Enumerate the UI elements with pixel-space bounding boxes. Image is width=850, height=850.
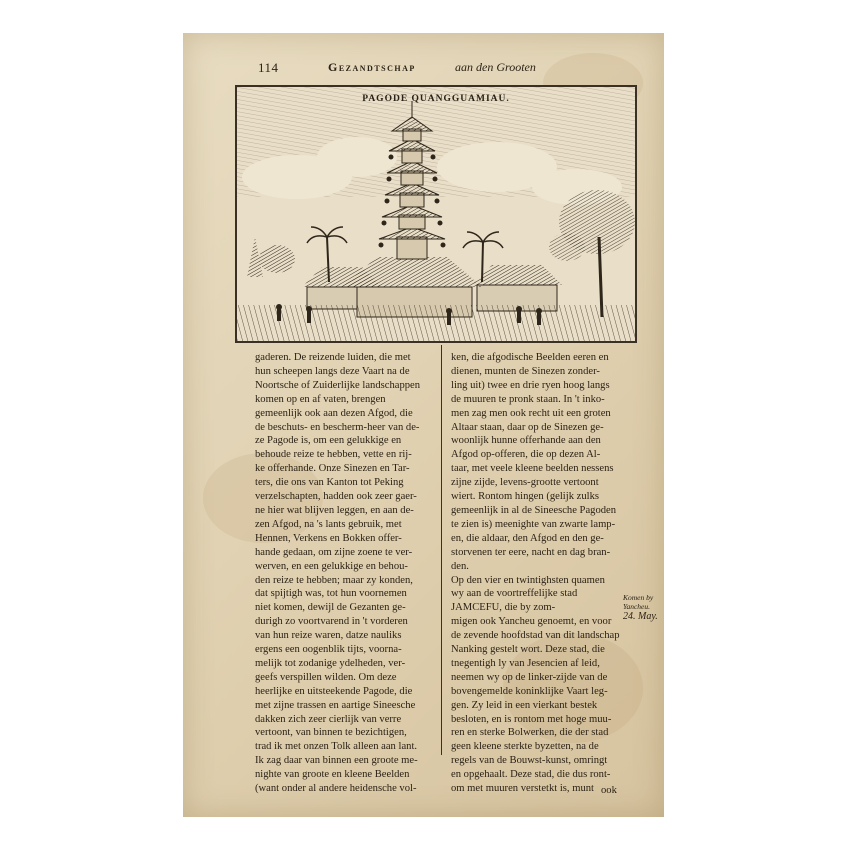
text-line: men zag men ook recht uit een groten	[451, 407, 611, 419]
text-line: ke offerhande. Onze Sinezen en Tar-	[255, 463, 410, 475]
text-line: Ik zag daar van binnen een groote me-	[255, 755, 418, 767]
text-line: vertoont, van binnen te bezichtigen,	[255, 727, 407, 739]
margin-note	[623, 593, 653, 611]
margin-note-line: Komen by	[623, 593, 654, 602]
page-header	[183, 60, 664, 78]
text-line: wy aan de voortreffelijke stad	[451, 588, 578, 600]
catchword: ook	[601, 785, 617, 796]
text-line: heerlijke en uitsteekende Pagode, die	[255, 685, 413, 697]
text-line: zijne zijde, levens-grootte vertoont	[451, 477, 599, 489]
text-line: bovengemelde koninklijke Vaart leg-	[451, 685, 608, 697]
text-line: migen ook Yancheu genoemt, en voor	[451, 616, 612, 628]
text-line: gen. Zy leid in een vierkant bestek	[451, 699, 598, 711]
text-line: behoude reize te hebben, vette en rij-	[255, 449, 412, 461]
text-line: en, die aldaar, den Afgod en den ge-	[451, 532, 604, 544]
text-line: te zien is) meenighte van zwarte lamp-	[451, 518, 616, 530]
text-line: gemeenlijk in al de Sineesche Pagoden	[451, 504, 617, 516]
text-line: besloten, en is rontom met hoge muu-	[451, 713, 612, 725]
text-line: nighte van groote en kleene Beelden	[255, 769, 410, 781]
book-page	[183, 33, 664, 817]
text-line: wiert. Rontom hingen (gelijk zulks	[451, 491, 599, 503]
text-line: ters, die ons van Kanton tot Peking	[255, 477, 404, 489]
text-line: regels van de Bouwst-kunst, omringt	[451, 755, 608, 767]
text-line: Op den vier en twintighsten quamen	[451, 574, 605, 586]
text-line: hun scheepen langs deze Vaart na de	[255, 365, 410, 377]
margin-note-line: Yancheu.	[623, 602, 651, 611]
text-line: Nanking gestelt wort. Deze stad, die	[451, 644, 605, 656]
text-line: woonlijk hunne offerhande aan den	[451, 435, 601, 447]
text-line: met zijne trassen en aartige Sineesche	[255, 699, 416, 711]
running-title-italic: aan den Grooten	[455, 60, 536, 74]
text-line: den.	[451, 560, 469, 572]
text-line: tnegentigh ly van Jesencien af leid,	[451, 657, 600, 669]
pagoda-engraving	[235, 85, 637, 343]
text-line: ken, die afgodische Beelden eeren en	[451, 352, 609, 363]
text-line: dat spijtigh was, tot hun voornemen	[255, 588, 407, 600]
left-text-column	[255, 351, 431, 796]
text-line: ne hier wat blijven leggen, en aan de-	[255, 504, 414, 516]
margin-date: 24. May.	[623, 611, 658, 622]
text-line: zen Afgod, na 's lants gebruik, met	[255, 518, 402, 530]
text-line: werven, en een gelukkige en behou-	[255, 560, 408, 572]
text-line: gaderen. De reizende luiden, die met	[255, 352, 411, 363]
text-line: ren en sterke Bolwerken, die der stad	[451, 727, 609, 739]
text-line: (want onder al andere heidensche vol-	[255, 783, 417, 795]
text-line: JAMCEFU, die by zom-	[451, 602, 556, 614]
text-line: storvenen ter eere, nacht en dag bran-	[451, 546, 611, 558]
text-line: geen kleene sterkte byzetten, na de	[451, 741, 599, 753]
text-line: Hennen, Verkens en Bokken offer-	[255, 532, 402, 544]
text-line: gemeenlijk ook aan dezen Afgod, die	[255, 407, 413, 419]
text-line: Noortsche of Zuiderlijke landschappen	[255, 379, 421, 391]
text-line: geefs verspillen wilden. Om deze	[255, 671, 397, 683]
text-line: den reize te hebben; maar zy konden,	[255, 574, 413, 586]
text-line: dakken zich zeer cierlijk van verre	[255, 713, 402, 725]
text-line: durigh zo voortvarend in 't vorderen	[255, 616, 408, 628]
engraving-image	[237, 87, 635, 341]
text-line: de beschuts- en bescherm-heer van de-	[255, 421, 420, 433]
text-line: niet komen, dewijl de Gezanten ge-	[255, 602, 406, 614]
text-line: verzelschapten, hadden ook zeer gaer-	[255, 491, 417, 503]
plate-title: PAGODE QUANGGUAMIAU.	[362, 94, 510, 104]
running-title: Gezandtschap	[328, 60, 416, 74]
text-line: Afgod op-offeren, die op dezen Al-	[451, 449, 601, 461]
text-line: melijk tot zodanige ydelheden, ver-	[255, 657, 406, 669]
text-line: van hun reize waren, datze nauliks	[255, 630, 402, 642]
text-line: Altaar staan, daar op de Sinezen ge-	[451, 421, 604, 433]
text-line: neemen wy op de linker-zijde van de	[451, 671, 608, 683]
page-number: 114	[258, 60, 279, 75]
text-line: ze Pagode is, om een gelukkige en	[255, 435, 402, 447]
text-line: de muuren te pronk staan. In 't inko-	[451, 393, 605, 405]
text-line: trad ik met onzen Tolk alleen aan lant.	[255, 741, 418, 753]
right-text-column	[451, 351, 621, 796]
column-divider	[441, 345, 442, 755]
text-line: hande gedaan, om zijne zoene te ver-	[255, 546, 413, 558]
text-line: om met muuren verstetkt is, munt	[451, 783, 594, 795]
text-line: ergens een oogenblik tijts, voorna-	[255, 644, 402, 656]
text-line: taar, met veele kleene beelden nessens	[451, 463, 614, 475]
text-line: dienen, munten de Sinezen zonder-	[451, 365, 600, 377]
text-line: en opgehaalt. Deze stad, die dus ront-	[451, 769, 611, 781]
text-line: komen op en af vaten, brengen	[255, 393, 386, 405]
text-line: ling uit) twee en drie ryen hoog langs	[451, 379, 610, 391]
text-line: de zevende hoofdstad van dit landschap	[451, 630, 620, 642]
